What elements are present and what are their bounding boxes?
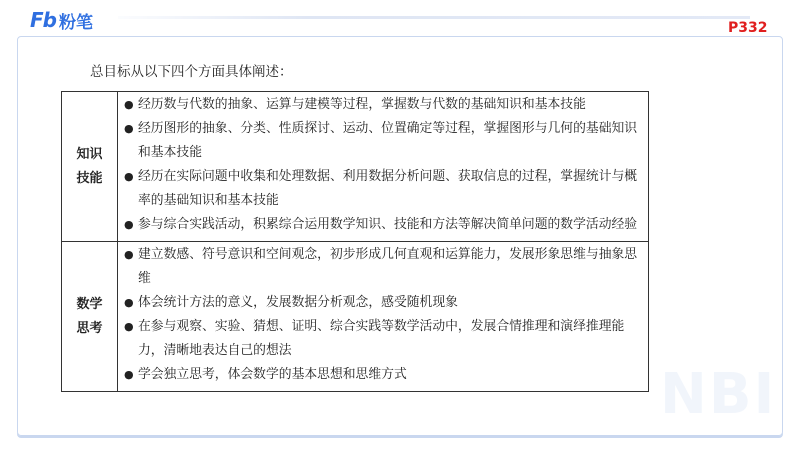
list-item-text: 经历在实际问题中收集和处理数据、利用数据分析问题、获取信息的过程，掌握统计与概率的基础知识和基本技能 [138, 169, 638, 208]
list-item [124, 363, 642, 387]
category-label-line2: 思考 [76, 320, 103, 336]
logo-text: 粉笔 [58, 12, 93, 33]
goals-table [61, 91, 649, 392]
list-item-text: 在参与观察、实验、猜想、证明、综合实践等数学活动中，发展合情推理和演绎推理能力，清晰地表达自己的想法 [138, 319, 625, 358]
list-item [124, 213, 642, 237]
category-label-line2: 技能 [76, 170, 103, 186]
list-item [124, 165, 642, 213]
category-label-line1: 数学 [76, 296, 103, 312]
list-item-text: 参与综合实践活动，积累综合运用数学知识、技能和方法等解决简单问题的数学活动经验 [138, 217, 638, 232]
list-item-text: 建立数感、符号意识和空间观念，初步形成几何直观和运算能力，发展形象思维与抽象思维 [138, 247, 638, 286]
items-cell [118, 92, 649, 242]
header-divider [118, 16, 750, 19]
bullet-icon: ● [124, 368, 134, 381]
bullet-icon: ● [124, 218, 134, 231]
list-item [124, 117, 642, 165]
list-item-text: 体会统计方法的意义，发展数据分析观念，感受随机现象 [138, 295, 458, 310]
top-bar [0, 0, 800, 36]
intro-text: 总目标从以下四个方面具体阐述： [90, 64, 293, 80]
table-row-knowledge-skills [62, 92, 649, 242]
watermark: NBI [660, 362, 777, 427]
category-cell [62, 242, 118, 392]
bullet-icon: ● [124, 98, 134, 111]
bullet-icon: ● [124, 122, 134, 135]
category-cell [62, 92, 118, 242]
bullet-icon: ● [124, 296, 134, 309]
list-item [124, 315, 642, 363]
list-item-text: 经历数与代数的抽象、运算与建模等过程，掌握数与代数的基础知识和基本技能 [138, 97, 586, 112]
category-label-line1: 知识 [76, 146, 103, 162]
page-number: P332 [728, 20, 768, 36]
list-item-text: 学会独立思考，体会数学的基本思想和思维方式 [138, 367, 407, 382]
list-item [124, 291, 642, 315]
fenbi-logo [30, 8, 93, 32]
list-item [124, 243, 642, 291]
list-item-text: 经历图形的抽象、分类、性质探讨、运动、位置确定等过程，掌握图形与几何的基础知识和基本技能 [138, 121, 638, 160]
bullet-icon: ● [124, 248, 134, 261]
logo-mark: Fb [30, 8, 56, 32]
table-row-math-thinking [62, 242, 649, 392]
items-cell [118, 242, 649, 392]
bullet-icon: ● [124, 170, 134, 183]
bullet-icon: ● [124, 320, 134, 333]
list-item [124, 93, 642, 117]
